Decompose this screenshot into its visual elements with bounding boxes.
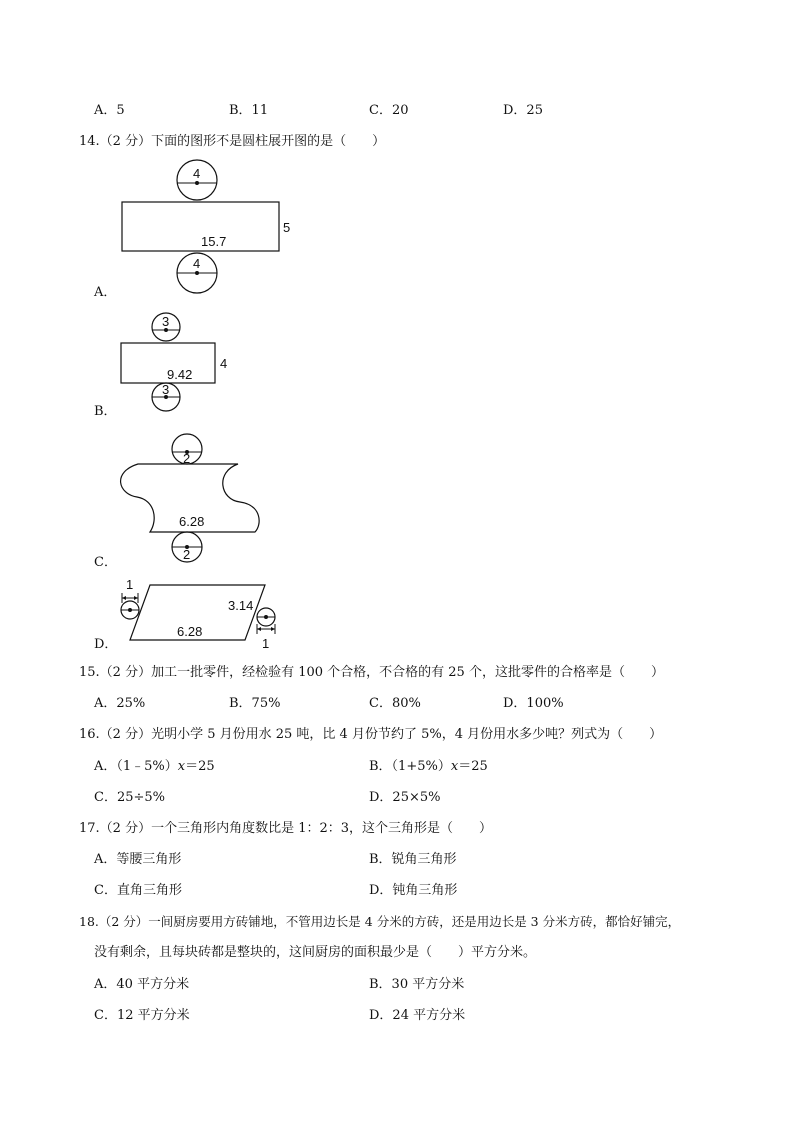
q14-label-d: D．	[94, 637, 118, 652]
q16-option-a-pre: A．（1﹣5%）	[94, 759, 178, 774]
q16-option-b-post: ＝25	[458, 759, 488, 774]
fig-c-bottom-label: 2	[183, 547, 191, 562]
q17-option-b: B．锐角三角形	[369, 852, 457, 867]
q16-option-b-var: x	[450, 759, 459, 774]
q18-option-c: C．12 平方分米	[94, 1008, 190, 1023]
q18-stem-line-1: 18.（2 分）一间厨房要用方砖铺地，不管用边长是 4 分米的方砖，还是用边长是 3 分米方砖，都恰好铺完，	[79, 914, 681, 929]
fig-c-length-label: 6.28	[179, 514, 205, 529]
fig-c-top-label: 2	[183, 451, 191, 466]
q18-option-a: A．40 平方分米	[94, 977, 190, 992]
q17-option-d: D．钝角三角形	[369, 883, 458, 898]
q13-option-c: C．20	[369, 103, 409, 118]
fig-d-right-label: 1	[262, 636, 270, 651]
q16-option-d: D．25×5%	[369, 790, 441, 805]
q16-option-b	[369, 759, 488, 775]
q17-option-c: C．直角三角形	[94, 883, 182, 898]
fig-b-length-label: 9.42	[167, 367, 193, 382]
q17-stem: 17.（2 分）一个三角形内角度数比是 1：2：3，这个三角形是（ ）	[79, 821, 493, 836]
fig-d-side-label: 3.14	[228, 598, 254, 613]
q16-option-a-post: ＝25	[185, 759, 215, 774]
fig-a-bottom-label: 4	[193, 256, 201, 271]
q14-label-b: B．	[94, 404, 117, 419]
q13-option-d: D．25	[503, 103, 543, 118]
q13-option-a: A．5	[94, 103, 125, 118]
q14-stem: 14.（2 分）下面的图形不是圆柱展开图的是（ ）	[79, 134, 386, 149]
q18-option-b: B．30 平方分米	[369, 977, 465, 992]
q18-stem-line-2: 没有剩余，且每块砖都是整块的，这间厨房的面积最少是（ ）平方分米。	[94, 945, 537, 960]
fig-b-top-label: 3	[162, 314, 170, 329]
q14-label-c: C．	[94, 555, 117, 570]
fig-a-length-label: 15.7	[201, 234, 227, 249]
q16-option-a-var: x	[177, 759, 186, 774]
q15-option-c: C．80%	[369, 696, 421, 711]
fig-b-height-label: 4	[220, 356, 228, 371]
q15-option-d: D．100%	[503, 696, 564, 711]
fig-d-length-label: 6.28	[177, 624, 203, 639]
q16-option-c: C．25÷5%	[94, 790, 166, 805]
fig-a-height-label: 5	[283, 220, 291, 235]
q14-label-a: A．	[94, 285, 117, 300]
q13-option-b: B．11	[229, 103, 269, 118]
q18-option-d: D．24 平方分米	[369, 1008, 466, 1023]
q16-stem: 16.（2 分）光明小学 5 月份用水 25 吨，比 4 月份节约了 5%，4 月份用水多少吨？列式为（ ）	[79, 727, 663, 742]
q15-option-b: B．75%	[229, 696, 281, 711]
q16-option-b-pre: B．（1+5%）	[369, 759, 451, 774]
fig-d-left-label: 1	[126, 577, 134, 592]
fig-a-top-label: 4	[193, 166, 201, 181]
q15-stem: 15.（2 分）加工一批零件，经检验有 100 个合格，不合格的有 25 个，这批零件的合格率是（ ）	[79, 665, 664, 680]
q15-option-a: A．25%	[94, 696, 146, 711]
q17-option-a: A．等腰三角形	[94, 852, 182, 867]
q16-option-a	[94, 759, 215, 775]
fig-b-bottom-label: 3	[162, 382, 170, 397]
